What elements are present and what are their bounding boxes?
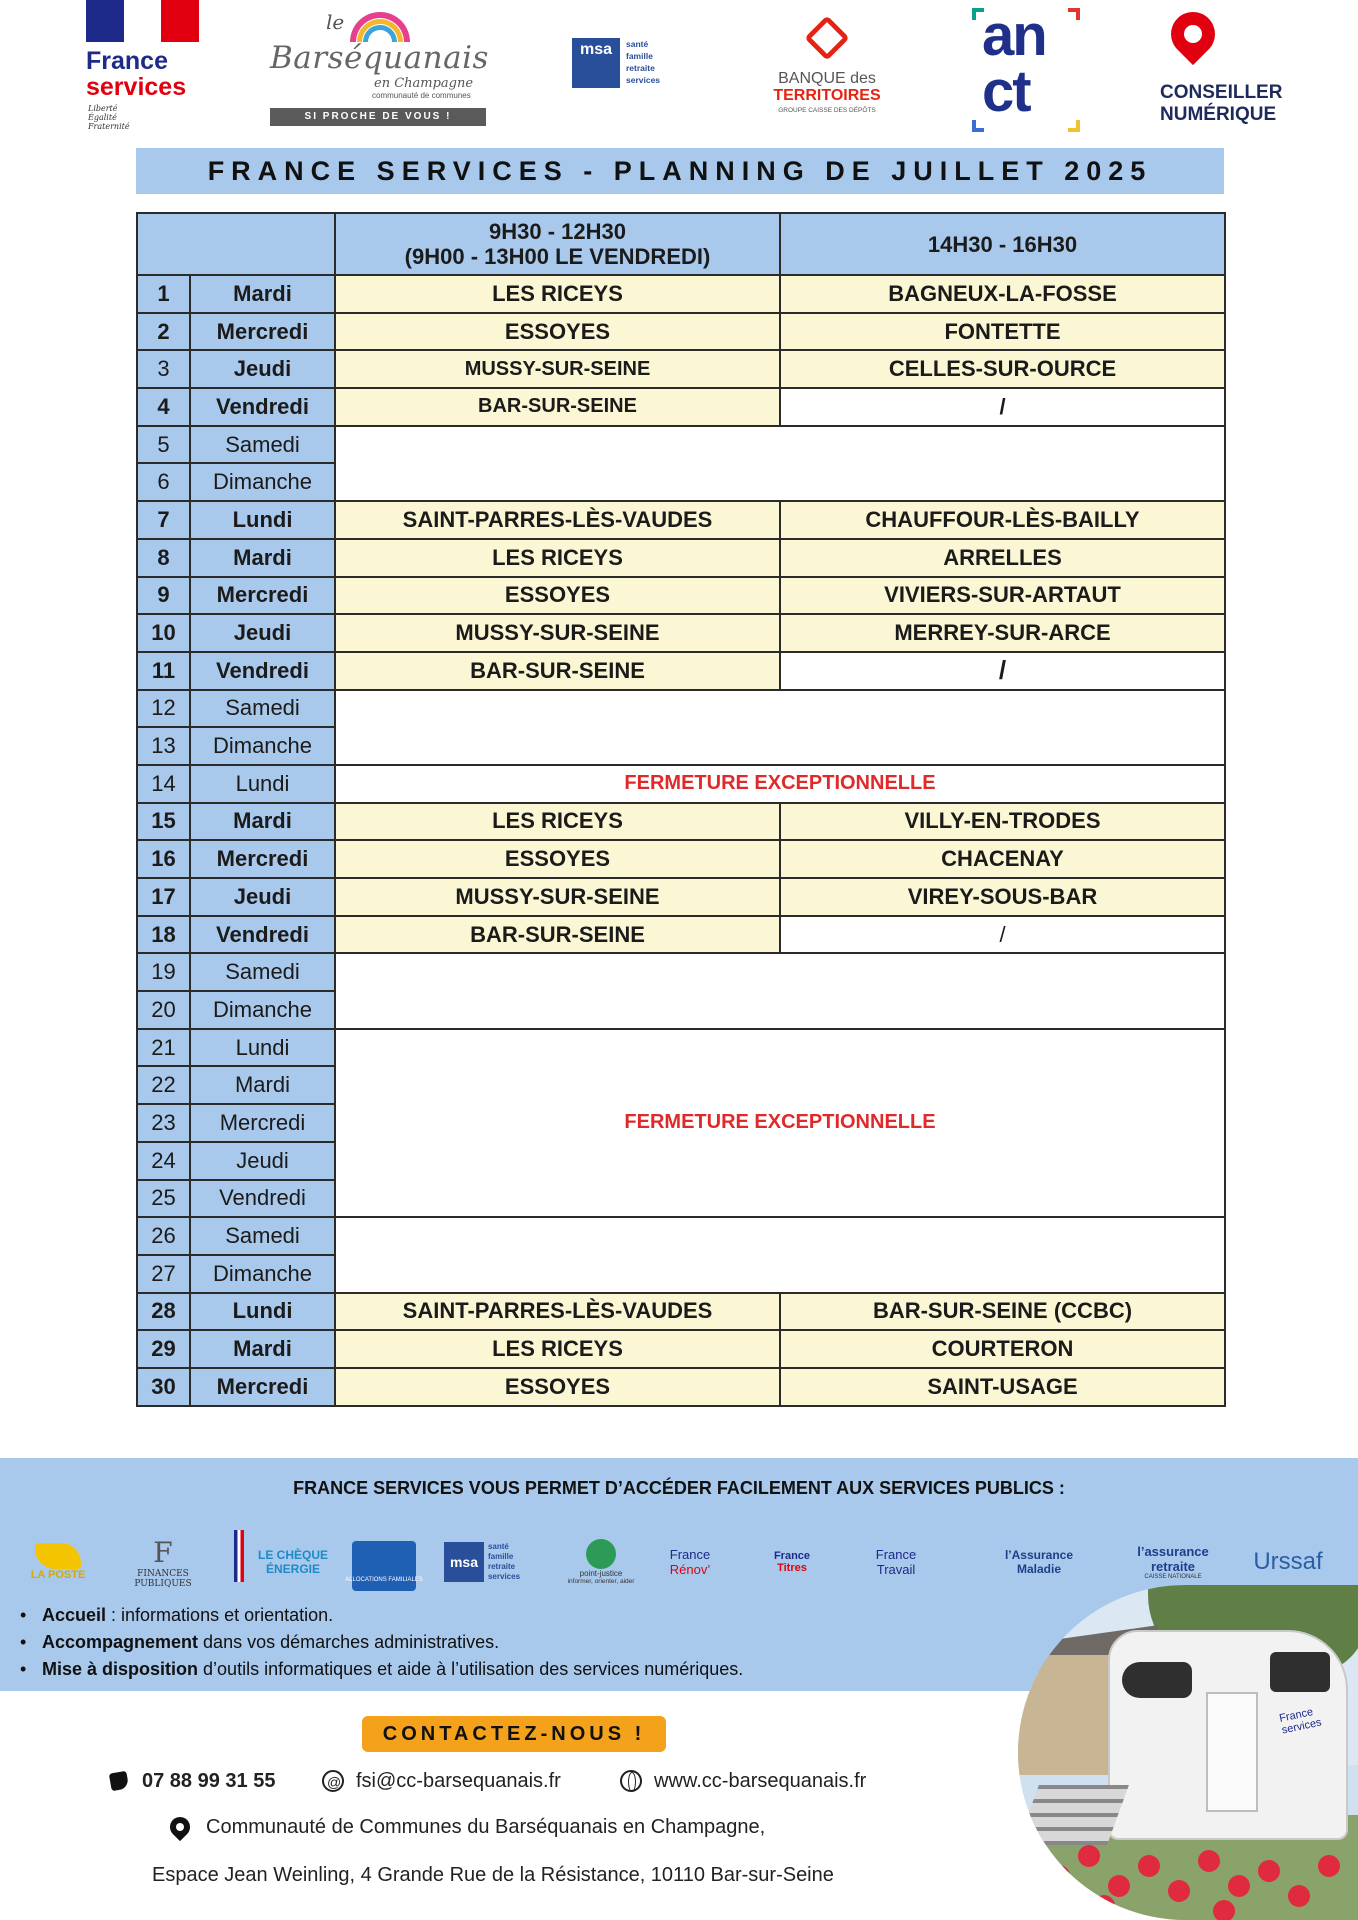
urssaf-logo: Urssaf	[1253, 1548, 1323, 1575]
contact-us-button[interactable]: CONTACTEZ-NOUS !	[362, 1716, 666, 1752]
day-number: 3	[137, 350, 190, 388]
day-name: Lundi	[190, 501, 335, 539]
header-logos	[0, 0, 1358, 140]
day-name: Samedi	[190, 953, 335, 991]
day-name: Mercredi	[190, 840, 335, 878]
day-number: 1	[137, 275, 190, 313]
day-number: 21	[137, 1029, 190, 1067]
day-name: Dimanche	[190, 991, 335, 1029]
table-row	[137, 1293, 1225, 1331]
address-line-1: Communauté de Communes du Barséquanais en Champagne,	[170, 1812, 765, 1842]
table-row	[137, 916, 1225, 954]
day-number: 8	[137, 539, 190, 577]
page-title: FRANCE SERVICES - PLANNING DE JUILLET 2025	[136, 148, 1224, 194]
closure-notice: FERMETURE EXCEPTIONNELLE	[335, 765, 1225, 803]
france-services-logo	[86, 0, 206, 140]
morning-location: LES RICEYS	[335, 1330, 780, 1368]
day-number: 20	[137, 991, 190, 1029]
day-name: Vendredi	[190, 1180, 335, 1218]
banque-des-territoires-logo: BANQUE des TERRITOIRES GROUPE CAISSE DES DÉPÔTS	[768, 18, 886, 122]
day-name: Lundi	[190, 1293, 335, 1331]
afternoon-location: CELLES-SUR-OURCE	[780, 350, 1225, 388]
barsequanais-logo: le Barséquanais en Champagne communauté de communes SI PROCHE DE VOUS !	[266, 10, 488, 130]
afternoon-location: VIVIERS-SUR-ARTAUT	[780, 577, 1225, 615]
day-number: 26	[137, 1217, 190, 1255]
france-travail-logo: France Travail	[875, 1547, 917, 1577]
day-name: Jeudi	[190, 1142, 335, 1180]
assurance-maladie-logo: l’Assurance Maladie	[1004, 1548, 1074, 1576]
list-item: • Accompagnement dans vos démarches administratives.	[18, 1629, 743, 1656]
header-afternoon: 14H30 - 16H30	[780, 213, 1225, 275]
afternoon-location: /	[780, 652, 1225, 690]
afternoon-location: MERREY-SUR-ARCE	[780, 614, 1225, 652]
barsequanais-tagline: SI PROCHE DE VOUS !	[270, 108, 486, 126]
email-icon	[322, 1770, 344, 1792]
morning-location: MUSSY-SUR-SEINE	[335, 350, 780, 388]
morning-location: LES RICEYS	[335, 275, 780, 313]
anct-logo: an ct	[972, 8, 1080, 132]
morning-location: ESSOYES	[335, 577, 780, 615]
day-name: Lundi	[190, 765, 335, 803]
day-name: Dimanche	[190, 727, 335, 765]
no-service-cell	[335, 953, 1225, 1028]
no-service-cell	[335, 426, 1225, 501]
cheque-energie-logo: LE CHÈQUE ÉNERGIE	[226, 1522, 336, 1602]
schedule-table	[136, 212, 1226, 1407]
website-link[interactable]: www.cc-barsequanais.fr	[620, 1766, 866, 1796]
day-name: Mardi	[190, 1330, 335, 1368]
day-name: Jeudi	[190, 614, 335, 652]
day-name: Samedi	[190, 690, 335, 728]
day-name: Mardi	[190, 539, 335, 577]
morning-location: ESSOYES	[335, 1368, 780, 1406]
day-number: 18	[137, 916, 190, 954]
day-number: 24	[137, 1142, 190, 1180]
table-row	[137, 1029, 1225, 1067]
barsequanais-name: Barséquanais	[270, 40, 489, 76]
header-blank-cell	[137, 213, 335, 275]
morning-location: LES RICEYS	[335, 539, 780, 577]
header-morning: 9H30 - 12H30 (9H00 - 13H00 LE VENDREDI)	[335, 213, 780, 275]
day-name: Samedi	[190, 426, 335, 464]
table-header-row	[137, 213, 1225, 275]
table-row	[137, 426, 1225, 464]
morning-location: MUSSY-SUR-SEINE	[335, 878, 780, 916]
table-row	[137, 690, 1225, 728]
afternoon-location: SAINT-USAGE	[780, 1368, 1225, 1406]
table-row	[137, 1330, 1225, 1368]
location-pin-icon	[1162, 3, 1224, 65]
finances-publiques-logo: F FINANCES PUBLIQUES	[134, 1535, 192, 1589]
day-name: Mardi	[190, 275, 335, 313]
day-number: 22	[137, 1066, 190, 1104]
morning-location: BAR-SUR-SEINE	[335, 916, 780, 954]
table-row	[137, 1368, 1225, 1406]
table-row	[137, 313, 1225, 351]
bus-icon: France services	[1108, 1630, 1348, 1840]
table-row	[137, 350, 1225, 388]
morning-location: LES RICEYS	[335, 803, 780, 841]
afternoon-location: COURTERON	[780, 1330, 1225, 1368]
afternoon-location: /	[780, 388, 1225, 426]
hexagon-icon	[804, 15, 849, 60]
assurance-retraite-logo: l’assurance retraite CAISSE NATIONALE	[1137, 1544, 1209, 1580]
day-number: 2	[137, 313, 190, 351]
day-name: Vendredi	[190, 652, 335, 690]
france-services-bus-photo	[1018, 1585, 1358, 1920]
day-number: 4	[137, 388, 190, 426]
features-list	[18, 1602, 743, 1683]
day-number: 7	[137, 501, 190, 539]
table-row	[137, 614, 1225, 652]
afternoon-location: /	[780, 916, 1225, 954]
f-emblem-icon: F	[153, 1535, 173, 1569]
france-titres-logo: France Titres	[773, 1550, 811, 1574]
day-number: 23	[137, 1104, 190, 1142]
day-number: 27	[137, 1255, 190, 1293]
day-number: 15	[137, 803, 190, 841]
morning-location: MUSSY-SUR-SEINE	[335, 614, 780, 652]
table-row	[137, 765, 1225, 803]
table-row	[137, 652, 1225, 690]
day-name: Vendredi	[190, 388, 335, 426]
person-circle-icon	[586, 1539, 616, 1569]
morning-location: ESSOYES	[335, 313, 780, 351]
conseiller-numerique-logo: CONSEILLER NUMÉRIQUE	[1160, 10, 1300, 130]
france-renov-logo: France Rénov’	[669, 1547, 711, 1577]
day-name: Mercredi	[190, 313, 335, 351]
phone-icon	[109, 1771, 129, 1791]
table-row	[137, 953, 1225, 991]
afternoon-location: VILLY-EN-TRODES	[780, 803, 1225, 841]
laposte-logo: LA POSTE	[18, 1522, 98, 1602]
day-name: Dimanche	[190, 463, 335, 501]
day-number: 17	[137, 878, 190, 916]
day-name: Jeudi	[190, 878, 335, 916]
afternoon-location: CHAUFFOUR-LÈS-BAILLY	[780, 501, 1225, 539]
day-number: 19	[137, 953, 190, 991]
no-service-cell	[335, 690, 1225, 765]
day-number: 28	[137, 1293, 190, 1331]
email-contact[interactable]: @ fsi@cc-barsequanais.fr	[322, 1766, 561, 1796]
day-number: 16	[137, 840, 190, 878]
day-number: 5	[137, 426, 190, 464]
morning-location: BAR-SUR-SEINE	[335, 388, 780, 426]
corner-icon	[1068, 120, 1080, 132]
day-number: 9	[137, 577, 190, 615]
globe-icon	[620, 1770, 642, 1792]
day-name: Jeudi	[190, 350, 335, 388]
france-services-line2: services	[86, 73, 187, 101]
table-row	[137, 388, 1225, 426]
point-justice-logo: point-justice informer, orienter, aider	[546, 1522, 656, 1602]
table-row	[137, 840, 1225, 878]
table-row	[137, 878, 1225, 916]
tricolor-icon	[234, 1530, 244, 1582]
caf-emblem-icon	[352, 1541, 416, 1591]
day-name: Mercredi	[190, 1368, 335, 1406]
day-number: 30	[137, 1368, 190, 1406]
table-row	[137, 501, 1225, 539]
day-number: 10	[137, 614, 190, 652]
morning-location: SAINT-PARRES-LÈS-VAUDES	[335, 1293, 780, 1331]
afternoon-location: BAR-SUR-SEINE (CCBC)	[780, 1293, 1225, 1331]
day-name: Samedi	[190, 1217, 335, 1255]
caf-logo: ALLOCATIONS FAMILIALES	[344, 1522, 424, 1602]
afternoon-location: ARRELLES	[780, 539, 1225, 577]
address-line-2: Espace Jean Weinling, 4 Grande Rue de la Résistance, 10110 Bar-sur-Seine	[152, 1864, 834, 1886]
day-number: 11	[137, 652, 190, 690]
day-number: 12	[137, 690, 190, 728]
schedule-body	[137, 275, 1225, 1406]
day-name: Mardi	[190, 1066, 335, 1104]
corner-icon	[1068, 8, 1080, 20]
day-number: 29	[137, 1330, 190, 1368]
msa-partner-logo: msa santé famille retraite services	[432, 1522, 532, 1602]
afternoon-location: FONTETTE	[780, 313, 1225, 351]
afternoon-location: BAGNEUX-LA-FOSSE	[780, 275, 1225, 313]
afternoon-location: CHACENAY	[780, 840, 1225, 878]
day-name: Mercredi	[190, 577, 335, 615]
morning-location: SAINT-PARRES-LÈS-VAUDES	[335, 501, 780, 539]
table-row	[137, 577, 1225, 615]
panel-title: FRANCE SERVICES VOUS PERMET D’ACCÉDER FACILEMENT AUX SERVICES PUBLICS :	[293, 1478, 1065, 1498]
phone-contact[interactable]: 07 88 99 31 55	[108, 1766, 275, 1796]
day-number: 14	[137, 765, 190, 803]
morning-location: BAR-SUR-SEINE	[335, 652, 780, 690]
no-service-cell	[335, 1217, 1225, 1292]
table-row	[137, 803, 1225, 841]
day-number: 6	[137, 463, 190, 501]
day-number: 25	[137, 1180, 190, 1218]
republic-motto: Liberté Égalité Fraternité	[88, 104, 130, 131]
flowers-icon	[1038, 1825, 1358, 1920]
list-item: • Accueil : informations et orientation.	[18, 1602, 743, 1629]
list-item: • Mise à disposition d’outils informatiques et aide à l’utilisation des services numériques.	[18, 1656, 743, 1683]
day-name: Dimanche	[190, 1255, 335, 1293]
location-pin-icon	[166, 1813, 194, 1841]
day-name: Mardi	[190, 803, 335, 841]
day-name: Mercredi	[190, 1104, 335, 1142]
morning-location: ESSOYES	[335, 840, 780, 878]
msa-logo: msa santé famille retraite services	[572, 38, 682, 94]
table-row	[137, 539, 1225, 577]
day-name: Vendredi	[190, 916, 335, 954]
day-name: Lundi	[190, 1029, 335, 1067]
table-row	[137, 275, 1225, 313]
closure-notice: FERMETURE EXCEPTIONNELLE	[335, 1029, 1225, 1217]
marianne-flag-icon	[86, 0, 199, 42]
table-row	[137, 1217, 1225, 1255]
bird-icon	[35, 1543, 81, 1569]
afternoon-location: VIREY-SOUS-BAR	[780, 878, 1225, 916]
day-number: 13	[137, 727, 190, 765]
france-services-line1: France	[86, 47, 168, 75]
